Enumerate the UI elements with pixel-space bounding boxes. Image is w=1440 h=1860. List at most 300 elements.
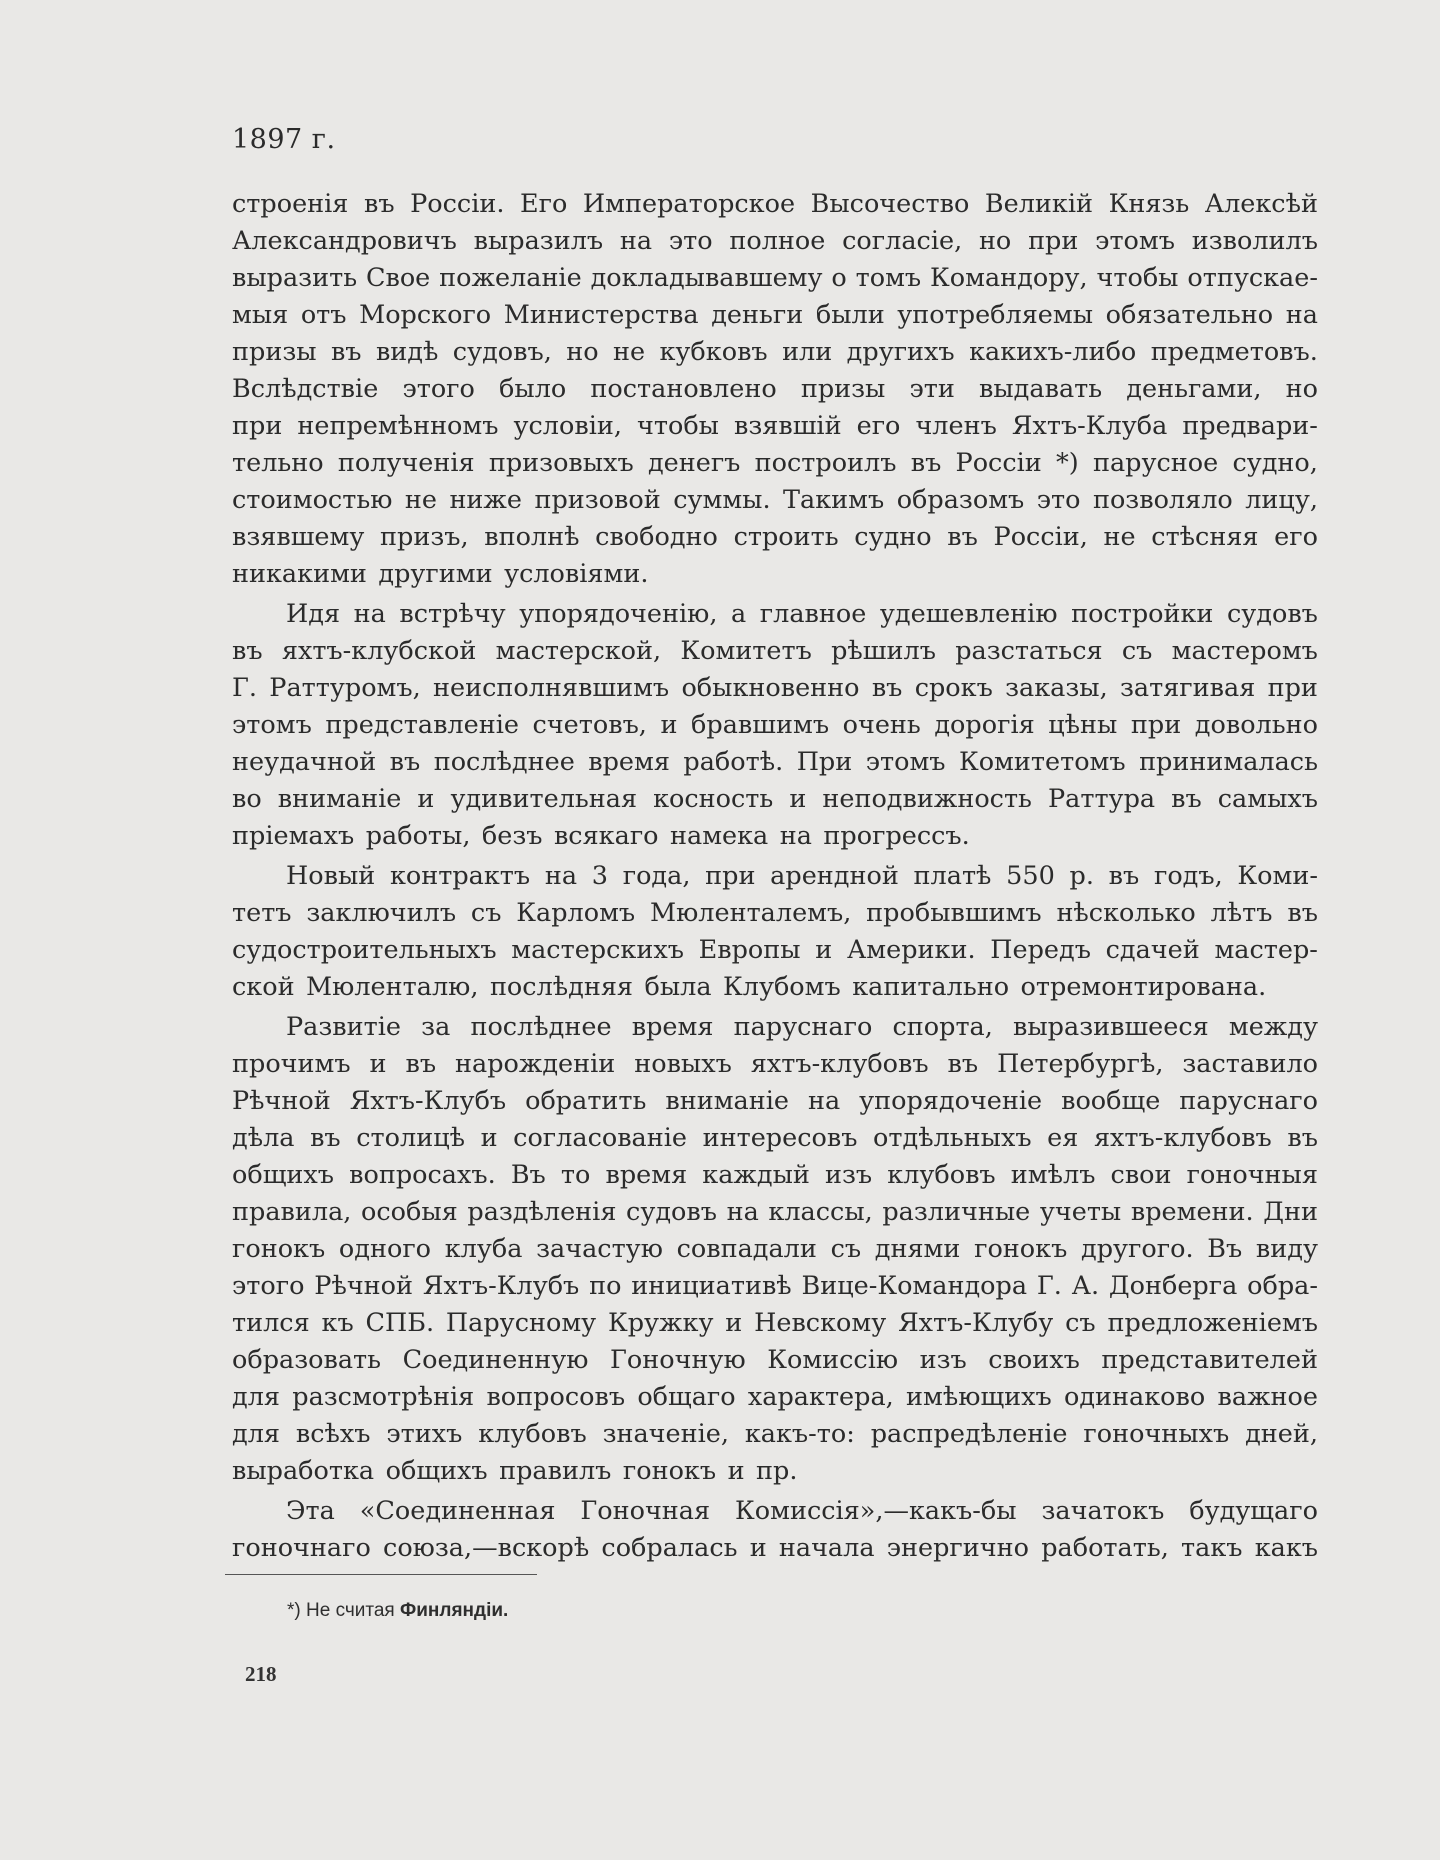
text-line: [232, 1268, 1318, 1305]
word: очень: [842, 710, 921, 740]
word: срокъ: [914, 673, 993, 703]
word: обыкновенно: [681, 673, 860, 703]
word: о: [831, 263, 847, 293]
word: р.: [1069, 861, 1094, 891]
word: въ: [910, 448, 942, 478]
word: Комитетъ: [680, 636, 812, 666]
word: Князь: [1108, 189, 1190, 219]
word: Яхтъ-Клуба: [1011, 411, 1168, 441]
word: докладывавшему: [590, 263, 823, 293]
word: ской: [232, 972, 295, 1002]
word: намека: [670, 821, 769, 851]
word: какъ-то:: [744, 1419, 855, 1449]
word: Гоночную: [610, 1345, 746, 1375]
text-line: [232, 932, 1318, 969]
word: выработка: [232, 1456, 375, 1486]
word: различные: [882, 1197, 1031, 1227]
word: въ: [363, 189, 395, 219]
text-line: [232, 334, 1318, 371]
word: общихъ: [385, 1456, 488, 1486]
word: важное: [1217, 1382, 1318, 1412]
word: выдавать: [979, 374, 1103, 404]
word: Мюленталю,: [306, 972, 479, 1002]
word: на: [353, 599, 386, 629]
word: Кружку: [608, 1308, 714, 1338]
text-line: [232, 1530, 1318, 1567]
word: и: [815, 935, 833, 965]
text-line: [232, 633, 1318, 670]
word: мастерской,: [495, 636, 662, 666]
word: пр.: [756, 1456, 798, 1486]
word: заставило: [1182, 1049, 1318, 1079]
word: полученія: [337, 448, 475, 478]
word: другого.: [1081, 1234, 1194, 1264]
word: этомъ: [232, 710, 312, 740]
word: гонокъ: [232, 1234, 326, 1264]
word: безъ: [481, 821, 543, 851]
word: Яхтъ-Клубъ: [349, 1086, 507, 1116]
word: работы,: [365, 821, 471, 851]
word: классы,: [768, 1197, 873, 1227]
word: строить: [733, 522, 839, 552]
word: Алексѣй: [1204, 189, 1318, 219]
word: нѣсколько: [1056, 898, 1196, 928]
word: клубовъ: [887, 1160, 996, 1190]
word: и: [789, 784, 807, 814]
word: заключилъ: [306, 898, 457, 928]
word: пріемахъ: [232, 821, 355, 851]
word: встрѣчу: [399, 599, 506, 629]
word: на: [619, 226, 653, 256]
word: во: [232, 784, 262, 814]
word: А.: [1071, 1271, 1100, 1301]
word: Новый: [286, 861, 376, 891]
text-line: [232, 1157, 1318, 1194]
word: Александровичъ: [232, 226, 457, 256]
word: съ: [830, 1234, 862, 1264]
word: его: [856, 411, 901, 441]
word: Карломъ: [516, 898, 636, 928]
word: за: [421, 1012, 451, 1042]
word: всякаго: [553, 821, 659, 851]
word: никакими: [232, 559, 367, 589]
word: гонокъ: [622, 1456, 717, 1486]
page-header-year: 1897 г.: [232, 124, 336, 155]
body-text: [232, 186, 1318, 1567]
word: гоночнаго: [232, 1533, 371, 1563]
word: характера,: [747, 1382, 894, 1412]
word: для: [232, 1419, 280, 1449]
word: такъ: [1181, 1533, 1243, 1563]
footnote-divider: [225, 1574, 537, 1575]
word: гоночныхъ: [1083, 1419, 1230, 1449]
word: обратить: [525, 1086, 647, 1116]
word: каждый: [702, 1160, 810, 1190]
text-line: [232, 781, 1318, 818]
word: Невскому: [754, 1308, 887, 1338]
word: это: [668, 226, 713, 256]
word: СПБ.: [365, 1308, 435, 1338]
word: позволяло: [1092, 485, 1233, 515]
word: клуба: [444, 1234, 523, 1264]
word: чтобы: [1096, 263, 1179, 293]
word: Командору,: [930, 263, 1088, 293]
word: между: [1228, 1012, 1318, 1042]
word: деньгами,: [1126, 374, 1262, 404]
word: и: [725, 1308, 743, 1338]
word: судно: [854, 522, 932, 552]
word: при: [232, 411, 283, 441]
word: были: [815, 300, 885, 330]
word: чтобы: [637, 411, 719, 441]
word: Яхтъ-Клубъ: [422, 1271, 580, 1301]
word: и: [727, 1456, 745, 1486]
word: своихъ: [988, 1345, 1080, 1375]
word: вопросовъ: [486, 1382, 626, 1412]
word: взявшему: [232, 522, 365, 552]
word: предвари-: [1182, 411, 1318, 441]
word: Европы: [698, 935, 801, 965]
text-line: [232, 1493, 1318, 1530]
text-line: [232, 1416, 1318, 1453]
word: разсмотрѣнія: [292, 1382, 475, 1412]
word: свои: [1110, 1160, 1172, 1190]
word: употребляемы: [897, 300, 1094, 330]
word: другихъ: [846, 337, 955, 367]
word: правилъ: [499, 1456, 612, 1486]
word: представителей: [1101, 1345, 1318, 1375]
word: постройки: [1071, 599, 1214, 629]
word: деньги: [711, 300, 804, 330]
word: денегъ: [647, 448, 741, 478]
word: яхтъ-клубовъ: [1093, 1123, 1272, 1153]
word: прогрессъ.: [823, 821, 970, 851]
word: нарожденіи: [455, 1049, 616, 1079]
word: ея: [1047, 1123, 1079, 1153]
word: не: [404, 485, 437, 515]
text-line: [232, 408, 1318, 445]
word: 3: [591, 861, 608, 891]
word: вообще: [1061, 1086, 1161, 1116]
word: призъ,: [380, 522, 469, 552]
word: стѣсняя: [1151, 522, 1259, 552]
word: для: [232, 1382, 280, 1412]
word: неисполнявшимъ: [433, 673, 670, 703]
word: вполнѣ: [484, 522, 580, 552]
word: зачатокъ: [1041, 1496, 1165, 1526]
word: будущаго: [1189, 1496, 1318, 1526]
word: Раттура: [1047, 784, 1156, 814]
word: въ: [405, 1049, 437, 1079]
word: Донберга: [1108, 1271, 1238, 1301]
word: судостроительныхъ: [232, 935, 497, 965]
word: довольно: [1194, 710, 1318, 740]
page-number: 218: [245, 1662, 277, 1686]
word: время: [588, 747, 670, 777]
text-line: [232, 223, 1318, 260]
word: Америки.: [846, 935, 976, 965]
word: собралась: [601, 1533, 738, 1563]
word: къ: [321, 1308, 354, 1338]
word: Парусному: [445, 1308, 597, 1338]
word: бравшимъ: [691, 710, 830, 740]
word: вниманіе: [277, 784, 402, 814]
word: образовать: [232, 1345, 382, 1375]
text-line: [232, 895, 1318, 932]
word: въ: [330, 337, 362, 367]
text-line: [232, 596, 1318, 633]
word: Вице-Командора: [801, 1271, 1028, 1301]
word: арендной: [770, 861, 899, 891]
word: судовъ: [1226, 599, 1318, 629]
word: Императорское: [582, 189, 796, 219]
word: въ: [871, 673, 903, 703]
word: работѣ.: [683, 747, 784, 777]
word: общаго: [637, 1382, 736, 1412]
word: отремонтирована.: [1020, 972, 1267, 1002]
word: образомъ: [896, 485, 1025, 515]
word: видѣ: [375, 337, 439, 367]
word: какъ: [1254, 1533, 1318, 1563]
word: обра-: [1247, 1271, 1318, 1301]
word: Эта: [286, 1496, 335, 1526]
word: года,: [622, 861, 691, 891]
word: вниманіе: [665, 1086, 790, 1116]
word: постановлено: [590, 374, 777, 404]
word: Комиссія»,—какъ-бы: [735, 1496, 1017, 1526]
word: Въ: [1207, 1234, 1243, 1264]
word: упорядоченію,: [519, 599, 718, 629]
word: стоимостью: [232, 485, 393, 515]
word: но: [566, 337, 599, 367]
word: косность: [653, 784, 774, 814]
word: Клубомъ: [723, 972, 841, 1002]
word: времени.: [1130, 1197, 1254, 1227]
word: не: [612, 337, 646, 367]
word: на: [1285, 300, 1318, 330]
word: неудачной: [232, 747, 377, 777]
word: работать,: [1041, 1533, 1169, 1563]
word: и: [369, 1049, 387, 1079]
word: Россіи,: [993, 522, 1088, 552]
text-line: [232, 1083, 1318, 1120]
word: условіи,: [513, 411, 622, 441]
word: этихъ: [386, 1419, 463, 1449]
word: Петербургѣ,: [997, 1049, 1164, 1079]
word: но: [1285, 374, 1318, 404]
word: послѣднее: [433, 747, 575, 777]
word: заказы,: [1005, 673, 1108, 703]
word: непремѣнномъ: [297, 411, 499, 441]
word: въ: [1171, 784, 1202, 814]
word: суммы.: [673, 485, 771, 515]
word: членъ: [915, 411, 997, 441]
word: представленіе: [325, 710, 519, 740]
word: въ: [232, 636, 263, 666]
word: гоночныя: [1186, 1160, 1318, 1190]
word: Вслѣдствіе: [232, 374, 379, 404]
word: съ: [1121, 636, 1153, 666]
text-line: [232, 1120, 1318, 1157]
word: *): [1056, 448, 1079, 478]
word: отпускае-: [1187, 263, 1318, 293]
word: вопросахъ.: [349, 1160, 496, 1190]
word: и: [417, 784, 435, 814]
word: затягивая: [1119, 673, 1256, 703]
word: Министерства: [503, 300, 699, 330]
word: при: [1267, 673, 1318, 703]
word: этомъ: [865, 747, 946, 777]
word: время: [631, 1012, 714, 1042]
word: «Соединенная: [359, 1496, 556, 1526]
word: этого: [232, 1271, 305, 1301]
word: распредѣленіе: [870, 1419, 1068, 1449]
word: яхтъ-клубской: [281, 636, 477, 666]
word: взявшій: [734, 411, 842, 441]
word: совпадали: [676, 1234, 817, 1264]
word: при: [705, 861, 756, 891]
word: днями: [874, 1234, 961, 1264]
footnote-text-bold: Финляндіи.: [400, 1600, 509, 1621]
word: полное: [729, 226, 826, 256]
word: въ: [310, 1123, 341, 1153]
word: Великій: [984, 189, 1094, 219]
text-line: [232, 858, 1318, 895]
word: паруснаго: [733, 1012, 873, 1042]
word: судовъ: [626, 1197, 717, 1227]
word: Гоночная: [580, 1496, 711, 1526]
word: тельно: [232, 448, 324, 478]
text-line: [232, 1342, 1318, 1379]
word: самыхъ: [1217, 784, 1318, 814]
word: призы: [800, 374, 886, 404]
word: Соединенную: [402, 1345, 589, 1375]
word: и: [480, 1123, 498, 1153]
word: удешевленію: [879, 599, 1058, 629]
text-line: [232, 1305, 1318, 1342]
footnote-marker: *): [287, 1600, 301, 1621]
word: счетовъ,: [532, 710, 647, 740]
word: дней,: [1245, 1419, 1318, 1449]
text-line: [232, 1009, 1318, 1046]
word: была: [644, 972, 712, 1002]
word: Комиссію: [767, 1345, 899, 1375]
word: предметовъ.: [1150, 337, 1318, 367]
word: кубковъ: [659, 337, 768, 367]
word: рѣшилъ: [831, 636, 936, 666]
word: судовъ,: [452, 337, 552, 367]
word: выразившееся: [1013, 1012, 1209, 1042]
word: строенія: [232, 189, 349, 219]
word: согласованіе: [513, 1123, 688, 1153]
text-line: [232, 969, 1318, 1006]
word: призы: [232, 337, 317, 367]
word: При: [796, 747, 853, 777]
word: Россіи.: [410, 189, 505, 219]
word: на: [807, 1086, 841, 1116]
word: или: [782, 337, 833, 367]
word: пробывшимъ: [866, 898, 1042, 928]
word: спорта,: [892, 1012, 993, 1042]
word: Передъ: [990, 935, 1091, 965]
word: свободно: [595, 522, 718, 552]
word: Россіи: [955, 448, 1042, 478]
word: условіями.: [504, 559, 649, 589]
word: упорядоченіе: [859, 1086, 1043, 1116]
word: одного: [338, 1234, 432, 1264]
word: капитально: [852, 972, 1010, 1002]
word: Его: [520, 189, 568, 219]
word: это: [1036, 485, 1081, 515]
text-line: [232, 670, 1318, 707]
word: этого: [402, 374, 475, 404]
word: годъ,: [1153, 861, 1223, 891]
word: Г.: [232, 673, 257, 703]
word: какихъ-либо: [969, 337, 1137, 367]
word: столицѣ: [356, 1123, 465, 1153]
word: пожеланіе: [439, 263, 582, 293]
footnote: [287, 1600, 508, 1622]
word: этомъ: [1095, 226, 1175, 256]
word: неподвижность: [822, 784, 1032, 814]
word: при: [1130, 710, 1182, 740]
word: принималась: [1139, 747, 1318, 777]
word: дѣла: [232, 1123, 295, 1153]
word: союза,—вскорѣ: [383, 1533, 590, 1563]
word: Рѣчной: [232, 1086, 331, 1116]
word: выразилъ: [473, 226, 604, 256]
word: имѣющихъ: [906, 1382, 1052, 1412]
word: Комитетомъ: [958, 747, 1126, 777]
word: построилъ: [754, 448, 897, 478]
word: Идя: [286, 599, 341, 629]
word: начала: [778, 1533, 875, 1563]
word: 550: [1006, 861, 1055, 891]
word: Морского: [359, 300, 492, 330]
word: по: [589, 1271, 622, 1301]
text-line: [232, 707, 1318, 744]
word: мыя: [232, 300, 289, 330]
text-line: [232, 1453, 1318, 1490]
word: одинаково: [1064, 1382, 1206, 1412]
word: Дни: [1263, 1197, 1318, 1227]
word: послѣднее: [470, 1012, 612, 1042]
word: съ: [470, 898, 502, 928]
text-line: [232, 519, 1318, 556]
word: особыя: [361, 1197, 458, 1227]
word: въ: [1287, 1123, 1318, 1153]
word: не: [1103, 522, 1136, 552]
text-line: [232, 445, 1318, 482]
text-line: [232, 482, 1318, 519]
word: въ: [389, 747, 421, 777]
word: Высочество: [810, 189, 970, 219]
word: Свое: [365, 263, 431, 293]
word: а: [731, 599, 747, 629]
word: на: [779, 821, 812, 851]
text-line: [232, 260, 1318, 297]
word: лѣтъ: [1210, 898, 1273, 928]
word: мастеромъ: [1171, 636, 1318, 666]
word: призовыхъ: [488, 448, 634, 478]
word: призовой: [534, 485, 661, 515]
word: изволилъ: [1191, 226, 1318, 256]
word: платѣ: [913, 861, 992, 891]
word: значеніе,: [602, 1419, 729, 1449]
word: на: [726, 1197, 759, 1227]
word: послѣдняя: [489, 972, 634, 1002]
text-line: [232, 297, 1318, 334]
